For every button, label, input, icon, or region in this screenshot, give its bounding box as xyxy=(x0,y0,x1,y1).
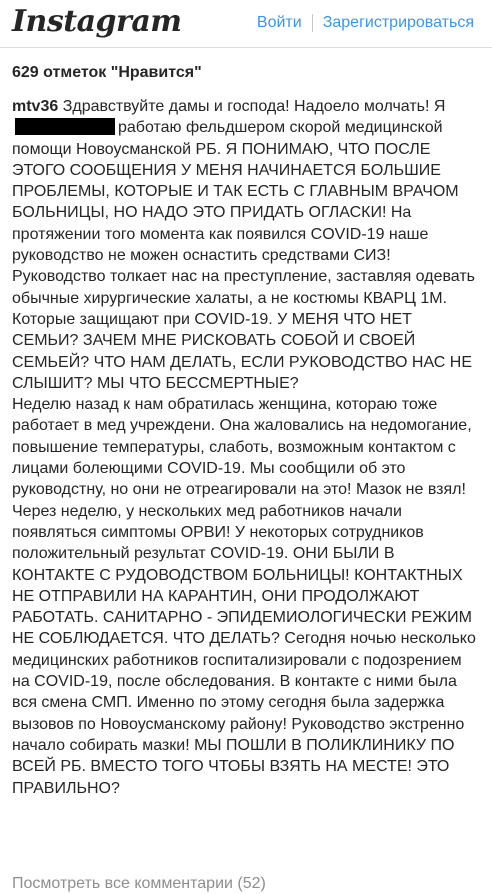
login-link[interactable]: Войти xyxy=(256,14,302,31)
divider xyxy=(312,14,313,32)
likes-count[interactable]: 629 отметок "Нравится" xyxy=(12,64,202,81)
caption-text-start: Здравствуйте дамы и господа! Надоело молчать! Я xyxy=(62,98,446,115)
view-comments-link[interactable]: Посмотреть все комментарии (52) xyxy=(12,875,266,892)
top-bar xyxy=(0,0,492,48)
caption-text-body: Я ПОНИМАЮ, ЧТО ПОСЛЕ ЭТОГО СООБЩЕНИЯ У МЕНЯ НАЧИНАЕТСЯ БОЛЬШИЕ ПРОБЛЕМЫ, КОТОРЫЕ И ТАК ЕСТЬ С ГЛАВНЫМ ВРАЧОМ БОЛЬНИЦЫ, НО НАДО ЭТО ПРИДАТЬ ОГЛАСКИ! На протяжении того момента как появился COVID-19 наше руководство не можен оснастить средствами СИЗ! Руководство толкает нас на преступление, заставляя одевать обычные хирургические халаты, а не костюмы КВАРЦ 1М. Которые защищают при COVID-19. У МЕНЯ ЧТО НЕТ СЕМЬИ? ЗАЧЕМ МНЕ РИСКОВАТЬ СОБОЙ И СВОЕЙ СЕМЬЕЙ? ЧТО НАМ ДЕЛАТЬ, ЕСЛИ РУКОВОДСТВО НАС НЕ СЛЫШИТ? МЫ ЧТО БЕССМЕРТНЫЕ? xyxy=(12,140,475,392)
instagram-logo[interactable]: Instagram xyxy=(12,4,182,39)
caption-text-body-2: Неделю назад к нам обратилась женщина, котораю тоже работает в мед учреждени. Она жаловались на недомогание, повышение температуры, слаботь, возможным контактом с лицами болеющими COVID-19. Мы сообщили об это руководстну, но они не отреагировали на это! Мазок не взял! Через неделю, у нескольких мед работников начали появляться симптомы ОРВИ! У некоторых сотрудников положительный результат COVID-19. ОНИ БЫЛИ В КОНТАКТЕ С РУДОВОДСТВОМ БОЛЬНИЦЫ! КОНТАКТНЫХ НЕ ОТПРАВИЛИ НА КАРАНТИН, ОНИ ПРОДОЛЖАЮТ РАБОТАТЬ. САНИТАРНО - ЭПИДЕМИОЛОГИЧЕСКИ РЕЖИМ НЕ СОБЛЮДАЕТСЯ. ЧТО ДЕЛАТЬ? Сегодня ночью несколько медицинских работников госпитализировали с подозрением на COVID-19, после обследования. В контакте с ними была вся смена СМП. Именно по этому сегодня была задержка вызовов по Новоусманскому району! Руководство экстренно начало собирать мазки! МЫ ПОШЛИ В ПОЛИКЛИНИКУ ПО ВСЕЙ РБ. ВМЕСТО ТОГО ЧТОБЫ ВЗЯТЬ НА МЕСТЕ! ЭТО ПРАВИЛЬНО? xyxy=(12,396,476,797)
caption-text-end: работаю фельдшером скорой медицинской помощи Новоусманской РБ. xyxy=(12,119,443,158)
auth-actions xyxy=(257,13,474,33)
author-username[interactable]: mtv36 xyxy=(12,98,59,115)
signup-link[interactable]: Зарегистрироваться xyxy=(322,14,474,31)
redacted-name xyxy=(15,118,115,135)
post-caption xyxy=(12,96,478,799)
